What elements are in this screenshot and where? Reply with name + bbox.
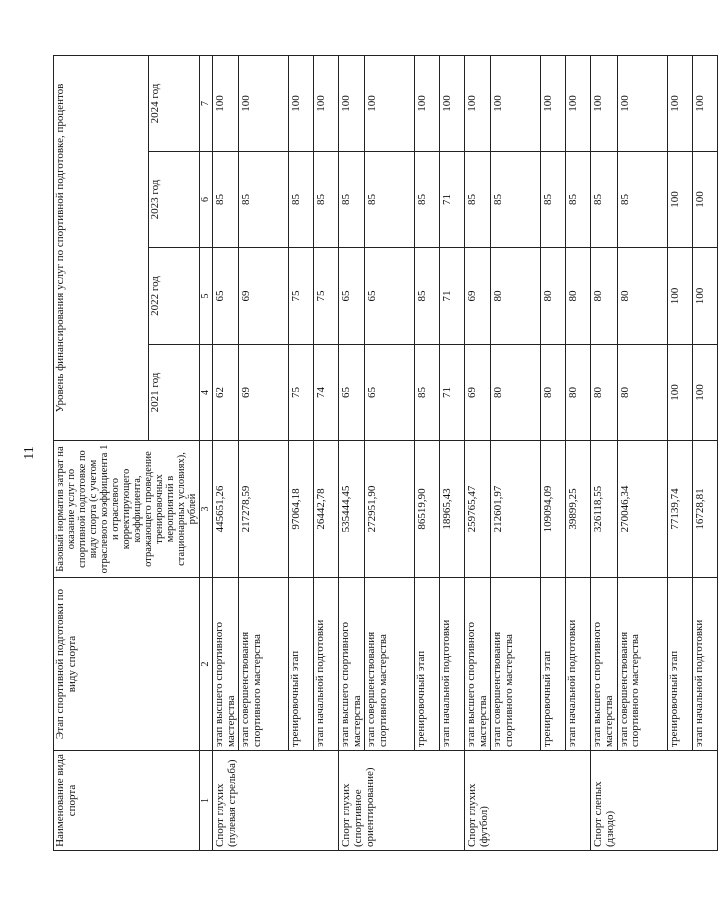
norm-cell: 272951,90	[365, 441, 415, 578]
stage-cell: тренировочный этап	[289, 578, 314, 751]
level-2024-cell: 100	[667, 55, 692, 151]
level-2023-cell: 85	[213, 152, 239, 248]
table-row	[440, 55, 465, 850]
stage-cell: тренировочный этап	[667, 578, 692, 751]
column-number: 7	[200, 55, 213, 151]
level-2022-cell: 80	[566, 248, 591, 345]
level-2021-cell: 65	[365, 345, 415, 441]
norm-cell: 445651,26	[213, 441, 239, 578]
level-2022-cell: 100	[692, 248, 717, 345]
stage-cell: тренировочный этап	[541, 578, 566, 751]
level-2021-cell: 85	[415, 345, 440, 441]
table-row	[591, 55, 617, 850]
stage-cell: этап начальной подготовки	[314, 578, 339, 751]
norm-cell: 18965,43	[440, 441, 465, 578]
level-2023-cell: 85	[617, 152, 667, 248]
table-row	[566, 55, 591, 850]
table-row	[339, 55, 365, 850]
norm-cell: 97064,18	[289, 441, 314, 578]
sport-name-cell: Спорт глухих (пулевая стрельба)	[213, 751, 339, 851]
level-2024-cell: 100	[617, 55, 667, 151]
stage-cell: этап начальной подготовки	[440, 578, 465, 751]
level-2023-cell: 71	[440, 152, 465, 248]
table-body	[213, 55, 717, 850]
norm-cell: 39899,25	[566, 441, 591, 578]
level-2022-cell: 75	[314, 248, 339, 345]
level-2024-cell: 100	[415, 55, 440, 151]
column-number: 6	[200, 152, 213, 248]
stage-cell: этап совершенствования спортивного мастерства	[365, 578, 415, 751]
level-2024-cell: 100	[566, 55, 591, 151]
column-number: 4	[200, 345, 213, 441]
level-2021-cell: 80	[617, 345, 667, 441]
level-2021-cell: 74	[314, 345, 339, 441]
norm-cell: 270046,34	[617, 441, 667, 578]
level-2021-cell: 69	[465, 345, 491, 441]
stage-cell: тренировочный этап	[415, 578, 440, 751]
level-2024-cell: 100	[213, 55, 239, 151]
rotated-table-container	[53, 56, 706, 851]
level-2023-cell: 85	[491, 152, 541, 248]
header-norm: Базовый норматив затрат на оказание услуг по спортивной подготовке по виду спорта (с учетом отраслевого коэффициента 1 и отраслевого корректирующего коэффициента, отражающего проведение тренировочных мероприятий в стационарных условиях), рублей	[54, 441, 200, 578]
level-2024-cell: 100	[365, 55, 415, 151]
level-2024-cell: 100	[591, 55, 617, 151]
norm-cell: 26442,78	[314, 441, 339, 578]
norm-cell: 16728,81	[692, 441, 717, 578]
norm-cell: 109094,09	[541, 441, 566, 578]
norm-cell: 212601,97	[491, 441, 541, 578]
level-2023-cell: 100	[692, 152, 717, 248]
level-2021-cell: 71	[440, 345, 465, 441]
stage-cell: этап высшего спортивного мастерства	[213, 578, 239, 751]
table-row	[289, 55, 314, 850]
table-row	[667, 55, 692, 850]
level-2021-cell: 80	[541, 345, 566, 441]
column-number: 5	[200, 248, 213, 345]
page-number: 11	[22, 446, 37, 460]
level-2024-cell: 100	[314, 55, 339, 151]
header-2023: 2023 год	[149, 152, 200, 248]
level-2023-cell: 100	[667, 152, 692, 248]
level-2021-cell: 80	[491, 345, 541, 441]
stage-cell: этап совершенствования спортивного мастерства	[491, 578, 541, 751]
level-2022-cell: 80	[591, 248, 617, 345]
table-row	[617, 55, 667, 850]
table-row	[465, 55, 491, 850]
level-2022-cell: 69	[465, 248, 491, 345]
column-number: 1	[200, 751, 213, 851]
norm-cell: 86519,90	[415, 441, 440, 578]
level-2023-cell: 85	[465, 152, 491, 248]
level-2023-cell: 85	[339, 152, 365, 248]
level-2024-cell: 100	[239, 55, 289, 151]
level-2022-cell: 100	[667, 248, 692, 345]
table-row	[692, 55, 717, 850]
level-2024-cell: 100	[491, 55, 541, 151]
header-financing-level: Уровень финансирования услуг по спортивной подготовке, процентов	[54, 55, 149, 440]
column-number: 2	[200, 578, 213, 751]
level-2021-cell: 80	[566, 345, 591, 441]
level-2024-cell: 100	[440, 55, 465, 151]
level-2024-cell: 100	[692, 55, 717, 151]
level-2024-cell: 100	[465, 55, 491, 151]
table-row	[415, 55, 440, 850]
stage-cell: этап совершенствования спортивного мастерства	[239, 578, 289, 751]
stage-cell: этап начальной подготовки	[692, 578, 717, 751]
norm-cell: 217278,59	[239, 441, 289, 578]
level-2022-cell: 80	[491, 248, 541, 345]
level-2022-cell: 75	[289, 248, 314, 345]
level-2023-cell: 85	[239, 152, 289, 248]
sport-name-cell: Спорт слепых (дзюдо)	[591, 751, 717, 851]
level-2023-cell: 85	[591, 152, 617, 248]
level-2024-cell: 100	[541, 55, 566, 151]
level-2024-cell: 100	[339, 55, 365, 151]
table-row	[365, 55, 415, 850]
header-2021: 2021 год	[149, 345, 200, 441]
stage-cell: этап высшего спортивного мастерства	[465, 578, 491, 751]
norm-cell: 77139,74	[667, 441, 692, 578]
level-2021-cell: 65	[339, 345, 365, 441]
header-stage: Этап спортивной подготовки по виду спорта	[54, 578, 200, 751]
table-row	[314, 55, 339, 850]
norm-cell: 326118,55	[591, 441, 617, 578]
stage-cell: этап начальной подготовки	[566, 578, 591, 751]
level-2022-cell: 65	[213, 248, 239, 345]
norm-cell: 535444,45	[339, 441, 365, 578]
column-number-row	[200, 55, 213, 850]
level-2023-cell: 85	[541, 152, 566, 248]
level-2022-cell: 85	[415, 248, 440, 345]
level-2021-cell: 69	[239, 345, 289, 441]
stage-cell: этап совершенствования спортивного мастерства	[617, 578, 667, 751]
column-number: 3	[200, 441, 213, 578]
level-2022-cell: 65	[339, 248, 365, 345]
level-2022-cell: 69	[239, 248, 289, 345]
level-2021-cell: 75	[289, 345, 314, 441]
sport-name-cell: Спорт глухих (футбол)	[465, 751, 591, 851]
level-2022-cell: 80	[541, 248, 566, 345]
level-2021-cell: 100	[667, 345, 692, 441]
header-2024: 2024 год	[149, 55, 200, 151]
level-2024-cell: 100	[289, 55, 314, 151]
level-2022-cell: 80	[617, 248, 667, 345]
level-2022-cell: 65	[365, 248, 415, 345]
level-2021-cell: 62	[213, 345, 239, 441]
financing-table	[53, 55, 718, 851]
level-2023-cell: 85	[365, 152, 415, 248]
table-row	[213, 55, 239, 850]
header-2022: 2022 год	[149, 248, 200, 345]
level-2021-cell: 80	[591, 345, 617, 441]
table-row	[239, 55, 289, 850]
level-2022-cell: 71	[440, 248, 465, 345]
stage-cell: этап высшего спортивного мастерства	[591, 578, 617, 751]
level-2023-cell: 85	[314, 152, 339, 248]
table-row	[491, 55, 541, 850]
sport-name-cell: Спорт глухих (спортивное ориентирование)	[339, 751, 465, 851]
table-row	[541, 55, 566, 850]
norm-cell: 259765,47	[465, 441, 491, 578]
stage-cell: этап высшего спортивного мастерства	[339, 578, 365, 751]
header-row-1	[54, 55, 149, 850]
level-2023-cell: 85	[415, 152, 440, 248]
level-2021-cell: 100	[692, 345, 717, 441]
level-2023-cell: 85	[566, 152, 591, 248]
header-sport: Наименование вида спорта	[54, 751, 200, 851]
level-2023-cell: 85	[289, 152, 314, 248]
